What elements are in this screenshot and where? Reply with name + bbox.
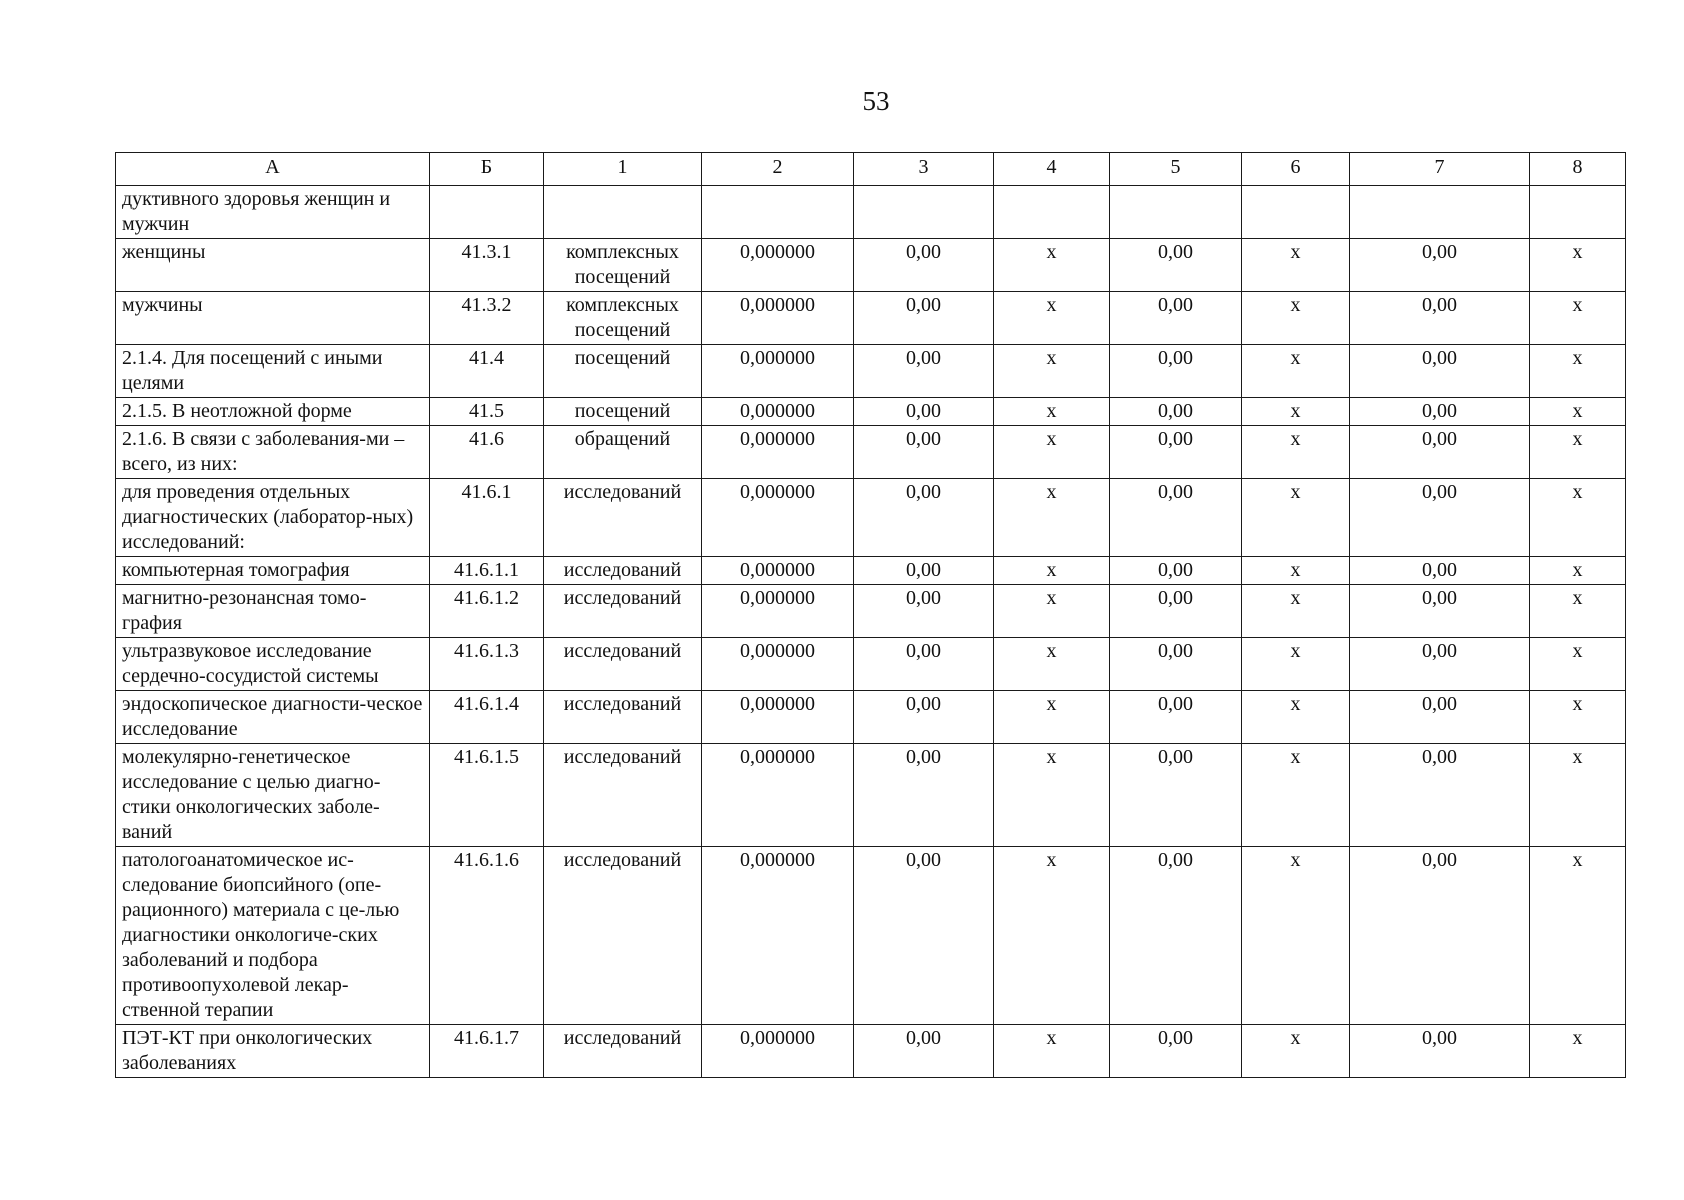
value-cell: 0,00 <box>1350 585 1530 638</box>
value-cell <box>1242 186 1350 239</box>
unit-cell: посещений <box>544 398 702 426</box>
value-cell: х <box>1242 292 1350 345</box>
value-cell <box>1530 186 1626 239</box>
row-name-cell: для проведения отдельных диагностических (лаборатор-ных) исследований: <box>116 479 430 557</box>
value-cell: х <box>1530 292 1626 345</box>
value-cell: 0,00 <box>1350 691 1530 744</box>
value-cell: 0,000000 <box>702 557 854 585</box>
value-cell: 0,00 <box>1350 426 1530 479</box>
row-code-cell: 41.6.1.5 <box>430 744 544 847</box>
value-cell: х <box>1242 239 1350 292</box>
value-cell: 0,00 <box>1350 398 1530 426</box>
value-cell: х <box>1530 398 1626 426</box>
value-cell: 0,00 <box>854 638 994 691</box>
column-header: А <box>116 153 430 186</box>
table-row <box>116 691 1626 744</box>
value-cell: х <box>1242 585 1350 638</box>
value-cell: х <box>1530 585 1626 638</box>
value-cell: х <box>994 426 1110 479</box>
unit-cell: исследований <box>544 1025 702 1078</box>
row-name-cell: молекулярно-генетическое исследование с целью диагно-стики онкологических заболе-ваний <box>116 744 430 847</box>
value-cell: 0,000000 <box>702 744 854 847</box>
row-name-cell: 2.1.5. В неотложной форме <box>116 398 430 426</box>
value-cell: 0,00 <box>1110 638 1242 691</box>
row-name-cell: женщины <box>116 239 430 292</box>
row-code-cell: 41.6.1.2 <box>430 585 544 638</box>
row-code-cell: 41.6.1.3 <box>430 638 544 691</box>
value-cell <box>994 186 1110 239</box>
unit-cell: исследований <box>544 638 702 691</box>
value-cell: 0,00 <box>1110 398 1242 426</box>
value-cell: х <box>994 345 1110 398</box>
column-header: Б <box>430 153 544 186</box>
document-table-container <box>115 152 1625 1078</box>
unit-cell: исследований <box>544 585 702 638</box>
unit-cell: комплексных посещений <box>544 292 702 345</box>
value-cell: 0,00 <box>1110 1025 1242 1078</box>
value-cell: х <box>1242 638 1350 691</box>
value-cell: 0,000000 <box>702 585 854 638</box>
value-cell: х <box>1242 398 1350 426</box>
column-header: 1 <box>544 153 702 186</box>
value-cell: х <box>1530 1025 1626 1078</box>
value-cell: х <box>1530 847 1626 1025</box>
value-cell: 0,00 <box>1110 292 1242 345</box>
value-cell: х <box>1530 479 1626 557</box>
table-row <box>116 1025 1626 1078</box>
table-body <box>116 186 1626 1078</box>
row-name-cell: дуктивного здоровья женщин и мужчин <box>116 186 430 239</box>
value-cell: 0,00 <box>1350 557 1530 585</box>
value-cell: 0,000000 <box>702 847 854 1025</box>
value-cell: х <box>1242 345 1350 398</box>
row-name-cell: ПЭТ-КТ при онкологических заболеваниях <box>116 1025 430 1078</box>
value-cell: 0,00 <box>1110 744 1242 847</box>
unit-cell: исследований <box>544 744 702 847</box>
value-cell: х <box>1530 426 1626 479</box>
row-code-cell <box>430 186 544 239</box>
value-cell: 0,00 <box>854 426 994 479</box>
value-cell: х <box>1242 847 1350 1025</box>
unit-cell: исследований <box>544 479 702 557</box>
table-row <box>116 744 1626 847</box>
table-row <box>116 345 1626 398</box>
value-cell: х <box>994 398 1110 426</box>
value-cell: 0,00 <box>854 479 994 557</box>
value-cell: 0,00 <box>1350 1025 1530 1078</box>
value-cell: х <box>1242 691 1350 744</box>
value-cell: 0,00 <box>1110 239 1242 292</box>
unit-cell <box>544 186 702 239</box>
value-cell: 0,00 <box>1110 345 1242 398</box>
unit-cell: исследований <box>544 847 702 1025</box>
value-cell: х <box>994 847 1110 1025</box>
value-cell: х <box>994 292 1110 345</box>
value-cell: 0,00 <box>1350 847 1530 1025</box>
value-cell: х <box>1530 691 1626 744</box>
value-cell: х <box>1530 744 1626 847</box>
unit-cell: обращений <box>544 426 702 479</box>
row-name-cell: 2.1.4. Для посещений с иными целями <box>116 345 430 398</box>
value-cell: 0,00 <box>1350 345 1530 398</box>
table-header-row <box>116 153 1626 186</box>
value-cell: 0,000000 <box>702 345 854 398</box>
row-name-cell: компьютерная томография <box>116 557 430 585</box>
value-cell: 0,00 <box>1110 479 1242 557</box>
value-cell: 0,000000 <box>702 691 854 744</box>
value-cell: 0,00 <box>854 691 994 744</box>
column-header: 2 <box>702 153 854 186</box>
row-code-cell: 41.4 <box>430 345 544 398</box>
page-number: 53 <box>862 86 890 116</box>
value-cell: х <box>994 479 1110 557</box>
row-name-cell: мужчины <box>116 292 430 345</box>
value-cell: х <box>994 638 1110 691</box>
value-cell: х <box>1242 479 1350 557</box>
table-row <box>116 847 1626 1025</box>
value-cell: х <box>1530 557 1626 585</box>
value-cell: х <box>1242 744 1350 847</box>
value-cell: х <box>1530 638 1626 691</box>
row-code-cell: 41.6 <box>430 426 544 479</box>
value-cell: 0,00 <box>1110 847 1242 1025</box>
column-header: 4 <box>994 153 1110 186</box>
value-cell: 0,00 <box>1110 426 1242 479</box>
unit-cell: комплексных посещений <box>544 239 702 292</box>
column-header: 6 <box>1242 153 1350 186</box>
value-cell <box>702 186 854 239</box>
value-cell: 0,00 <box>854 292 994 345</box>
row-code-cell: 41.6.1.6 <box>430 847 544 1025</box>
table-row <box>116 638 1626 691</box>
value-cell: 0,00 <box>854 1025 994 1078</box>
column-header: 7 <box>1350 153 1530 186</box>
column-header: 3 <box>854 153 994 186</box>
value-cell: х <box>1530 239 1626 292</box>
value-cell: 0,000000 <box>702 638 854 691</box>
row-name-cell: 2.1.6. В связи с заболевания-ми – всего, из них: <box>116 426 430 479</box>
value-cell: 0,000000 <box>702 479 854 557</box>
value-cell: 0,000000 <box>702 398 854 426</box>
column-header: 8 <box>1530 153 1626 186</box>
value-cell: 0,00 <box>1350 292 1530 345</box>
value-cell: 0,00 <box>854 847 994 1025</box>
row-code-cell: 41.3.1 <box>430 239 544 292</box>
value-cell: 0,00 <box>1350 744 1530 847</box>
value-cell: х <box>994 585 1110 638</box>
unit-cell: посещений <box>544 345 702 398</box>
value-cell: 0,00 <box>1110 691 1242 744</box>
value-cell <box>854 186 994 239</box>
value-cell: х <box>1242 426 1350 479</box>
row-code-cell: 41.6.1 <box>430 479 544 557</box>
value-cell: 0,00 <box>1350 239 1530 292</box>
unit-cell: исследований <box>544 691 702 744</box>
value-cell: х <box>994 691 1110 744</box>
column-header: 5 <box>1110 153 1242 186</box>
value-cell: 0,000000 <box>702 426 854 479</box>
value-cell: 0,000000 <box>702 1025 854 1078</box>
table-row <box>116 557 1626 585</box>
table-row <box>116 186 1626 239</box>
value-cell: 0,000000 <box>702 292 854 345</box>
value-cell: 0,00 <box>854 398 994 426</box>
unit-cell: исследований <box>544 557 702 585</box>
value-cell: 0,00 <box>854 585 994 638</box>
value-cell: х <box>994 744 1110 847</box>
row-code-cell: 41.6.1.1 <box>430 557 544 585</box>
value-cell: 0,00 <box>1110 585 1242 638</box>
value-cell: 0,00 <box>854 345 994 398</box>
value-cell: 0,00 <box>1350 638 1530 691</box>
table-row <box>116 585 1626 638</box>
value-cell: 0,00 <box>854 557 994 585</box>
value-cell: х <box>1242 1025 1350 1078</box>
row-name-cell: ультразвуковое исследование сердечно-сосудистой системы <box>116 638 430 691</box>
value-cell: х <box>1242 557 1350 585</box>
value-cell: 0,000000 <box>702 239 854 292</box>
row-name-cell: эндоскопическое диагности-ческое исследование <box>116 691 430 744</box>
value-cell: 0,00 <box>1110 557 1242 585</box>
value-cell <box>1110 186 1242 239</box>
row-code-cell: 41.5 <box>430 398 544 426</box>
table-row <box>116 398 1626 426</box>
table-row <box>116 292 1626 345</box>
value-cell: х <box>994 239 1110 292</box>
table-row <box>116 479 1626 557</box>
table-row <box>116 426 1626 479</box>
value-cell: х <box>994 557 1110 585</box>
value-cell <box>1350 186 1530 239</box>
row-code-cell: 41.6.1.7 <box>430 1025 544 1078</box>
row-code-cell: 41.3.2 <box>430 292 544 345</box>
value-cell: х <box>994 1025 1110 1078</box>
row-name-cell: магнитно-резонансная томо-графия <box>116 585 430 638</box>
value-cell: 0,00 <box>854 744 994 847</box>
value-cell: 0,00 <box>854 239 994 292</box>
row-code-cell: 41.6.1.4 <box>430 691 544 744</box>
row-name-cell: патологоанатомическое ис-следование биопсийного (опе-рационного) материала с це-лью диагностики онкологиче-ских заболеваний и подбора противоопухолевой лекар-ственной терапии <box>116 847 430 1025</box>
value-cell: х <box>1530 345 1626 398</box>
value-cell: 0,00 <box>1350 479 1530 557</box>
table-row <box>116 239 1626 292</box>
data-table <box>115 152 1626 1078</box>
